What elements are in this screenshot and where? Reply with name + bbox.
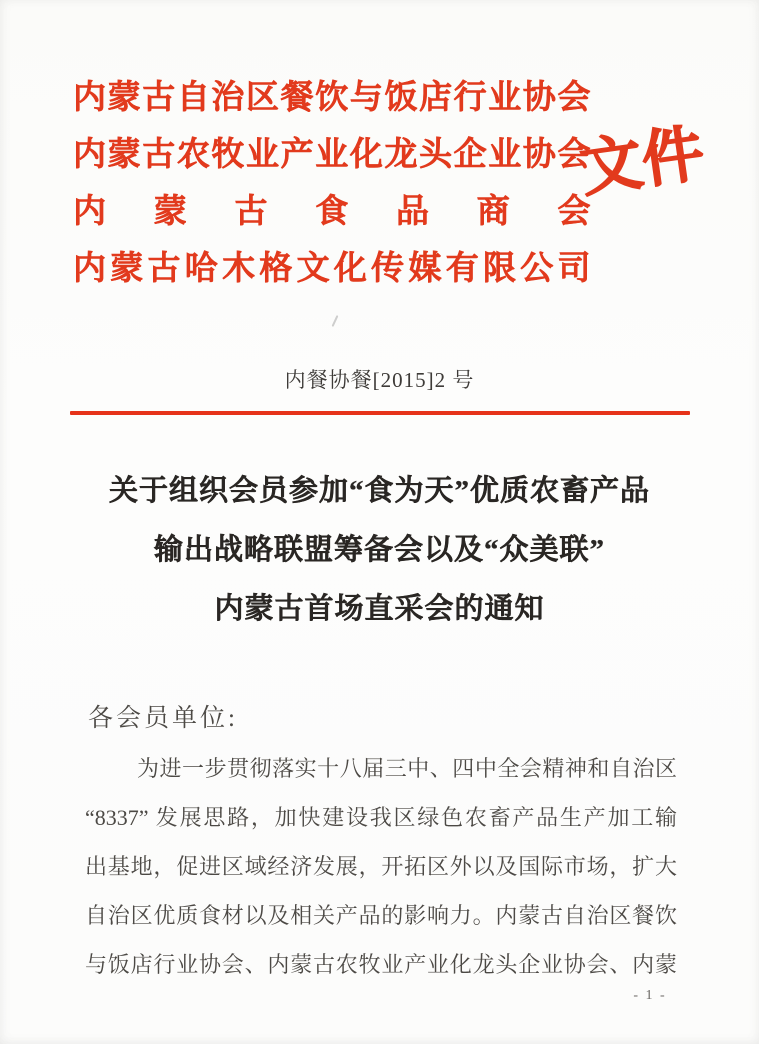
- red-divider-line: [70, 411, 690, 415]
- document-number: 内餐协餐[2015]2 号: [284, 368, 475, 392]
- paragraph-line-3: 出基地，促进区域经济发展，开拓区外以及国际市场，扩大: [85, 854, 677, 879]
- org-name-line-1: 内蒙古自治区餐饮与饭店行业协会: [73, 80, 591, 116]
- paragraph-line-5: 与饭店行业协会、内蒙古农牧业产业化龙头企业协会、内蒙: [85, 952, 677, 977]
- org-name-line-2: 内蒙古农牧业产业化龙头企业协会: [73, 137, 591, 173]
- paragraph-line-1: 为进一步贯彻落实十八届三中、四中全会精神和自治区: [137, 756, 677, 781]
- paragraph-line-2: “8337” 发展思路，加快建设我区绿色农畜产品生产加工输: [85, 805, 677, 830]
- salutation: 各会员单位:: [88, 705, 238, 732]
- letterhead: [73, 70, 591, 298]
- document-title: [0, 462, 759, 639]
- wenjian-document-label: 文件: [576, 120, 709, 205]
- title-line-1: 关于组织会员参加“食为天”优质农畜产品: [108, 475, 650, 507]
- page-number: - 1 -: [633, 988, 667, 1003]
- org-name-line-3: 内蒙古食品商会: [73, 194, 591, 230]
- paragraph-line-4: 自治区优质食材以及相关产品的影响力。内蒙古自治区餐饮: [85, 903, 677, 928]
- body-paragraph: [85, 744, 677, 989]
- title-line-2: 输出战略联盟筹备会以及“众美联”: [153, 534, 605, 566]
- scan-artifact: [332, 315, 339, 327]
- org-name-line-4: 内蒙古哈木格文化传媒有限公司: [73, 251, 591, 287]
- title-line-3: 内蒙古首场直采会的通知: [214, 593, 545, 625]
